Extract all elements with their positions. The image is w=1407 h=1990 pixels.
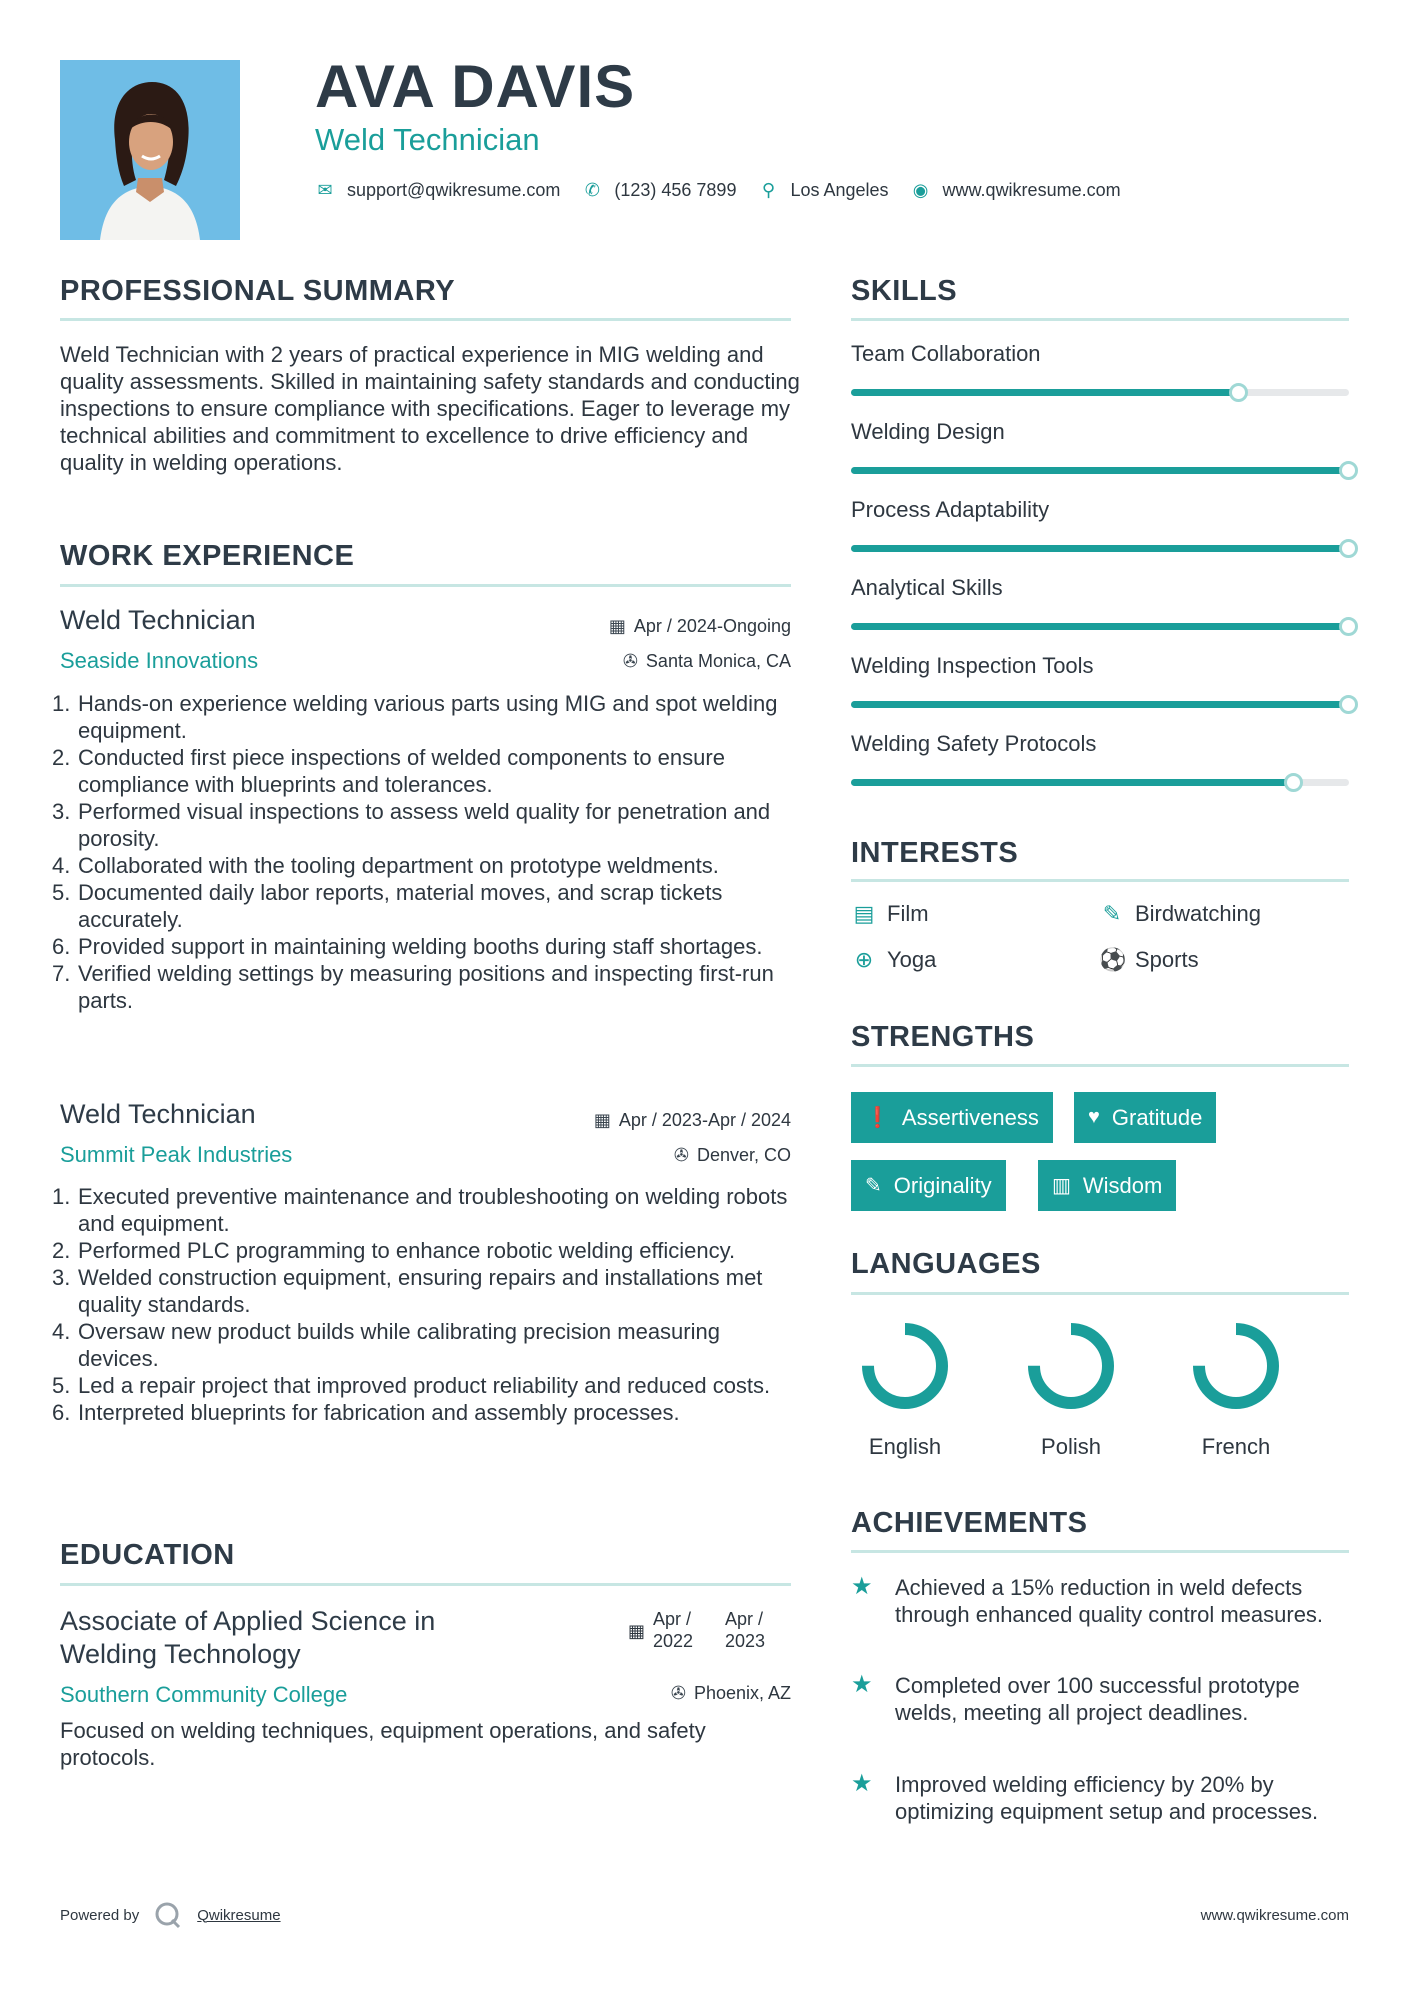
bullet-number: 5. <box>52 880 71 905</box>
languages-heading: LANGUAGES <box>851 1248 1041 1280</box>
education-start-date: Apr / 2022 <box>653 1609 694 1651</box>
bullet-number: 1. <box>52 691 71 716</box>
interest-label: Birdwatching <box>1135 901 1261 926</box>
achievement-text: Achieved a 15% reduction in weld defects through enhanced quality control measures. <box>895 1575 1324 1627</box>
envelope-icon: ✉ <box>317 180 333 200</box>
interests-rule <box>851 879 1349 882</box>
bullet-number: 6. <box>52 934 71 959</box>
strength-label: Wisdom <box>1082 1172 1163 1198</box>
skill-bar-knob <box>1339 617 1358 636</box>
skill-bar-fill <box>851 623 1349 630</box>
job-location-text: Denver, CO <box>696 1145 791 1165</box>
interests-heading: INTERESTS <box>851 837 1019 869</box>
bullet-text: Welded construction equipment, ensuring repairs and installations met quality standards. <box>78 1265 763 1317</box>
job-date-text: Apr / 2024-Ongoing <box>633 616 791 636</box>
degree-title: Associate of Applied Science in Welding Technology <box>60 1606 436 1669</box>
bullet-number: 3. <box>52 1265 71 1290</box>
achievement-item <box>851 1574 1351 1628</box>
bullet-text: Performed PLC programming to enhance robotic welding efficiency. <box>78 1238 736 1263</box>
skill-bar <box>851 467 1349 474</box>
achievements-heading: ACHIEVEMENTS <box>851 1507 1088 1539</box>
summary-rule <box>60 318 791 321</box>
skill-label: Welding Design <box>851 419 1005 444</box>
bullet-item <box>52 852 802 879</box>
education-description: Focused on welding techniques, equipment operations, and safety protocols. <box>60 1718 706 1770</box>
summary-heading: PROFESSIONAL SUMMARY <box>60 275 456 307</box>
education-dates <box>628 1608 773 1652</box>
candidate-title: Weld Technician <box>315 122 540 157</box>
skills-heading: SKILLS <box>851 275 958 307</box>
job-date <box>609 616 791 637</box>
skill-label: Team Collaboration <box>851 341 1041 366</box>
bullet-number: 2. <box>52 1238 71 1263</box>
skill-bar-fill <box>851 545 1349 552</box>
achievements-rule <box>851 1550 1349 1553</box>
bullet-item <box>52 1372 802 1399</box>
achievement-text: Improved welding efficiency by 20% by optimizing equipment setup and processes. <box>895 1772 1319 1824</box>
skill-bar <box>851 623 1349 630</box>
bullet-item <box>52 1264 802 1318</box>
job-bullets <box>52 690 802 1014</box>
job-bullets <box>52 1183 802 1426</box>
heart-icon: ♥ <box>1088 1106 1100 1128</box>
lifebuoy-icon: ⊕ <box>854 947 874 972</box>
candidate-name: AVA DAVIS <box>315 53 636 120</box>
skill-bar-knob <box>1284 773 1303 792</box>
job-location-text: Santa Monica, CA <box>645 651 791 671</box>
bullet-text: Collaborated with the tooling department on prototype weldments. <box>78 853 719 878</box>
contact-website[interactable] <box>911 180 1121 201</box>
skill-label: Welding Inspection Tools <box>851 653 1094 678</box>
strength-label: Gratitude <box>1111 1104 1203 1130</box>
bullet-text: Interpreted blueprints for fabrication and assembly processes. <box>78 1400 680 1425</box>
job-date-text: Apr / 2023-Apr / 2024 <box>618 1110 791 1130</box>
map-pin-icon: ⚲ <box>761 180 776 200</box>
pin-icon: ✇ <box>622 651 638 671</box>
footer-website[interactable]: www.qwikresume.com <box>1200 1907 1349 1924</box>
pin-icon: ✇ <box>670 1683 686 1703</box>
achievement-item <box>851 1672 1351 1726</box>
job-date <box>594 1110 791 1131</box>
contact-bar <box>315 180 1143 201</box>
contact-phone[interactable] <box>582 180 736 201</box>
profile-photo <box>60 60 240 240</box>
language-label: English <box>868 1434 942 1459</box>
skill-bar-fill <box>851 779 1294 786</box>
skill-bar-fill <box>851 467 1349 474</box>
powered-by-text: Powered by <box>60 1906 140 1924</box>
bullet-item <box>52 960 802 1014</box>
bullet-number: 7. <box>52 961 71 986</box>
skill-label: Welding Safety Protocols <box>851 731 1097 756</box>
bullet-item <box>52 1183 802 1237</box>
job-company: Seaside Innovations <box>60 648 259 673</box>
skill-bar-knob <box>1339 695 1358 714</box>
language-label: French <box>1201 1434 1271 1459</box>
bullet-number: 4. <box>52 1319 71 1344</box>
language-label: Polish <box>1041 1434 1101 1459</box>
skill-label: Analytical Skills <box>851 575 1003 600</box>
strength-badge <box>1074 1092 1216 1143</box>
calendar-icon: ▦ <box>628 1621 646 1641</box>
email-text: support@qwikresume.com <box>347 180 561 200</box>
language-ring <box>845 1316 965 1416</box>
languages-rule <box>851 1292 1349 1295</box>
interest-birdwatching <box>1099 901 1261 927</box>
skill-bar-knob <box>1229 383 1248 402</box>
job-company: Summit Peak Industries <box>60 1142 293 1167</box>
book-icon: ▥ <box>1052 1175 1071 1197</box>
bullet-item <box>52 690 802 744</box>
strength-badge <box>851 1092 1053 1143</box>
phone-text: (123) 456 7899 <box>614 180 737 200</box>
interest-label: Sports <box>1135 947 1199 972</box>
edit-icon: ✎ <box>1102 901 1122 926</box>
bullet-item <box>52 1318 802 1372</box>
qwikresume-logo-icon <box>153 1900 183 1930</box>
bullet-number: 1. <box>52 1184 71 1209</box>
exclamation-icon: ❗ <box>865 1107 890 1129</box>
bullet-number: 4. <box>52 853 71 878</box>
website-text: www.qwikresume.com <box>942 180 1121 200</box>
soccer-ball-icon: ⚽ <box>1099 947 1127 972</box>
skills-rule <box>851 318 1349 321</box>
skill-bar-fill <box>851 701 1349 708</box>
star-icon: ★ <box>851 1573 873 1600</box>
contact-email[interactable] <box>315 180 560 201</box>
interest-label: Film <box>887 901 929 926</box>
strength-label: Assertiveness <box>901 1104 1039 1130</box>
calendar-icon: ▦ <box>593 1110 611 1130</box>
bullet-item <box>52 798 802 852</box>
pin-icon: ✇ <box>673 1145 689 1165</box>
school-name: Southern Community College <box>60 1682 348 1707</box>
bullet-text: Verified welding settings by measuring positions and inspecting first-run parts. <box>78 961 774 1013</box>
bullet-item <box>52 744 802 798</box>
language-ring <box>1011 1316 1131 1416</box>
education-end-date: Apr / 2023 <box>725 1609 766 1651</box>
interest-yoga <box>851 947 936 973</box>
contact-location <box>758 180 888 201</box>
bullet-number: 3. <box>52 799 71 824</box>
bullet-item <box>52 1399 802 1426</box>
strength-badge <box>851 1160 1006 1211</box>
summary-text: Weld Technician with 2 years of practical experience in MIG welding and quality assessments. Skilled in maintaining safety standards and conducting inspections to ensure compliance with specifications. Eager to leverage my technical abilities and commitment to excellence to drive efficiency and quality in welding operations. <box>60 342 800 475</box>
job-location <box>623 651 791 672</box>
bullet-item <box>52 1237 802 1264</box>
education-location-text: Phoenix, AZ <box>693 1683 791 1703</box>
bullet-text: Led a repair project that improved product reliability and reduced costs. <box>78 1373 771 1398</box>
bullet-text: Provided support in maintaining welding booths during staff shortages. <box>78 934 763 959</box>
achievement-item <box>851 1771 1351 1825</box>
job-title: Weld Technician <box>60 605 256 635</box>
bullet-item <box>52 933 802 960</box>
skill-bar-knob <box>1339 539 1358 558</box>
interest-sports <box>1099 947 1199 973</box>
bullet-text: Executed preventive maintenance and troubleshooting on welding robots and equipment. <box>78 1184 788 1236</box>
interest-label: Yoga <box>887 947 937 972</box>
skill-bar-fill <box>851 389 1239 396</box>
calendar-icon: ▦ <box>608 616 626 636</box>
bullet-text: Oversaw new product builds while calibrating precision measuring devices. <box>78 1319 720 1371</box>
job-title: Weld Technician <box>60 1099 256 1129</box>
skill-bar <box>851 545 1349 552</box>
education-location <box>671 1683 791 1704</box>
strength-badge <box>1038 1160 1176 1211</box>
location-text: Los Angeles <box>790 180 889 200</box>
language-ring <box>1176 1316 1296 1416</box>
strengths-heading: STRENGTHS <box>851 1021 1035 1053</box>
skill-bar <box>851 389 1349 396</box>
strength-label: Originality <box>893 1172 992 1198</box>
skill-bar <box>851 701 1349 708</box>
education-heading: EDUCATION <box>60 1539 235 1571</box>
footer-powered-by <box>60 1900 281 1930</box>
job-location <box>674 1145 791 1166</box>
bullet-number: 5. <box>52 1373 71 1398</box>
star-icon: ★ <box>851 1770 873 1797</box>
bullet-text: Conducted first piece inspections of welded components to ensure compliance with blueprints and tolerances. <box>78 745 725 797</box>
skill-label: Process Adaptability <box>851 497 1050 522</box>
pencil-icon: ✎ <box>865 1175 882 1197</box>
phone-icon: ✆ <box>584 180 600 200</box>
film-icon: ▤ <box>853 901 875 926</box>
globe-icon: ◉ <box>912 180 929 200</box>
experience-rule <box>60 584 791 587</box>
bullet-number: 2. <box>52 745 71 770</box>
experience-heading: WORK EXPERIENCE <box>60 540 355 572</box>
brand-link[interactable]: Qwikresume <box>197 1906 281 1924</box>
bullet-text: Hands-on experience welding various parts using MIG and spot welding equipment. <box>78 691 778 743</box>
bullet-text: Documented daily labor reports, material moves, and scrap tickets accurately. <box>78 880 723 932</box>
bullet-number: 6. <box>52 1400 71 1425</box>
bullet-item <box>52 879 802 933</box>
interest-film <box>851 901 929 927</box>
skill-bar <box>851 779 1349 786</box>
bullet-text: Performed visual inspections to assess weld quality for penetration and porosity. <box>78 799 771 851</box>
skill-bar-knob <box>1339 461 1358 480</box>
star-icon: ★ <box>851 1671 873 1698</box>
education-rule <box>60 1583 791 1586</box>
achievement-text: Completed over 100 successful prototype welds, meeting all project deadlines. <box>895 1673 1300 1725</box>
strengths-rule <box>851 1064 1349 1067</box>
